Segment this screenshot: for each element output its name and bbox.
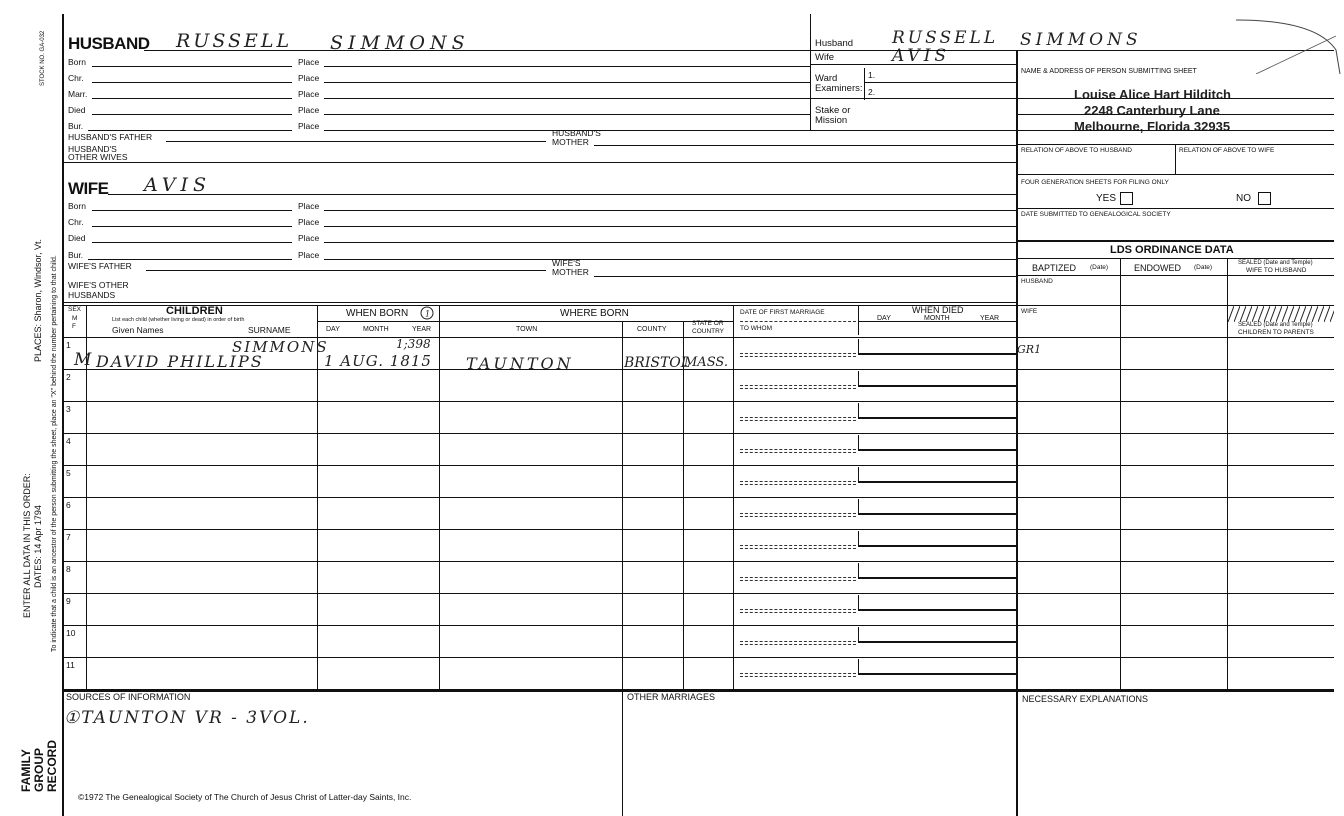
submitter-label: NAME & ADDRESS OF PERSON SUBMITTING SHEET	[1021, 68, 1197, 75]
enter-data-note: ENTER ALL DATA IN THIS ORDER:	[22, 473, 32, 618]
wife-died-place-label: Place	[298, 233, 320, 243]
county-left	[622, 321, 623, 690]
when-died-cell	[858, 595, 1017, 611]
other-husbands-label-1: WIFE'S OTHER	[68, 280, 129, 290]
wife-section-end	[62, 302, 1016, 303]
wife-bur-label: Bur.	[68, 250, 84, 260]
to-whom-label: TO WHOM	[740, 325, 773, 332]
wife-chr-line	[92, 226, 292, 227]
footer-divider	[622, 690, 623, 816]
when-died-cell	[858, 627, 1017, 643]
row-number-4: 4	[66, 436, 71, 446]
hdr-husband-first: RUSSELL	[892, 28, 999, 48]
town-label: TOWN	[516, 326, 538, 333]
row-number-7: 7	[66, 532, 71, 542]
wife-born-place-label: Place	[298, 201, 320, 211]
sex-m: M	[72, 315, 78, 322]
child-row-line	[62, 433, 1334, 434]
when-died-cell	[858, 371, 1017, 387]
husband-bur-label: Bur.	[68, 121, 84, 131]
no-label: NO	[1236, 193, 1251, 204]
submitter-line-3: Melbourne, Florida 32935	[1074, 119, 1231, 134]
date-submitted-label: DATE SUBMITTED TO GENEALOGICAL SOCIETY	[1021, 211, 1171, 218]
husband-born-place-label: Place	[298, 57, 320, 67]
sources-label: SOURCES OF INFORMATION	[66, 692, 191, 702]
child-row-line	[62, 657, 1334, 658]
hdr-husband-surname: SIMMONS	[1020, 30, 1142, 50]
relation-divider	[1175, 144, 1176, 174]
husband-chr-place-label: Place	[298, 73, 320, 83]
husband-died-place-label: Place	[298, 105, 320, 115]
hdr-husband-label: Husband	[815, 38, 854, 49]
child1-surname: SIMMONS	[232, 338, 329, 356]
examiner-2-line	[810, 98, 1016, 99]
examiner-1: 1.	[868, 70, 876, 80]
stake-label: Stake or	[815, 105, 851, 116]
husbands-mother-line	[594, 145, 1016, 146]
lds-title: LDS ORDINANCE DATA	[1110, 244, 1234, 256]
lds-title-line	[1016, 258, 1334, 259]
husband-died-label: Died	[68, 105, 86, 115]
wife-born-line	[92, 210, 292, 211]
child-row-line	[62, 561, 1334, 562]
hatched-area	[1228, 306, 1334, 322]
child-row-line	[62, 401, 1334, 402]
row-number-2: 2	[66, 372, 71, 382]
necessary-explanations-label: NECESSARY EXPLANATIONS	[1022, 694, 1149, 704]
hdr-wife-line	[810, 64, 1016, 65]
row-number-10: 10	[66, 628, 76, 638]
left-border	[62, 14, 64, 816]
child-row-line	[62, 465, 1334, 466]
when-died-cell	[858, 531, 1017, 547]
husband-bur-place-line	[324, 130, 1016, 131]
where-born-label: WHERE BORN	[560, 308, 629, 319]
where-born-sub-line	[439, 321, 733, 322]
child1-ref: 1;398	[396, 337, 431, 351]
endowed-label: ENDOWED	[1134, 263, 1181, 273]
examiners-label: Examiners:	[815, 83, 863, 94]
marriage-dash	[740, 513, 856, 514]
husband-chr-label: Chr.	[68, 73, 84, 83]
examiner-2: 2.	[868, 87, 876, 97]
group-label: GROUP	[32, 747, 46, 792]
hdr-wife-label: Wife	[815, 52, 834, 63]
endowed-date-label: (Date)	[1194, 264, 1213, 271]
wifes-mother-label-1: WIFE'S	[552, 258, 581, 268]
wife-born-label: Born	[68, 201, 86, 211]
given-names-label: Given Names	[112, 325, 164, 335]
husband-marr-place-label: Place	[298, 89, 320, 99]
record-label: RECORD	[45, 739, 59, 792]
child1-sex: M	[74, 350, 92, 370]
when-died-line	[858, 321, 1016, 322]
when-born-label: WHEN BORN	[346, 308, 409, 319]
no-checkbox[interactable]	[1258, 192, 1271, 205]
county-label: COUNTY	[637, 326, 667, 333]
submitter-line-2: 2248 Canterbury Lane	[1084, 103, 1220, 118]
when-died-label: WHEN DIED	[912, 305, 964, 315]
ancestor-note: To indicate that a child is an ancestor of the person submitting the sheet, place an "X" behind the number pertaining to that child.	[51, 255, 58, 652]
marriage-dash	[740, 353, 856, 354]
other-wives-label-1: HUSBAND'S	[68, 144, 117, 154]
row-number-5: 5	[66, 468, 71, 478]
marriage-dash	[740, 516, 856, 517]
when-died-cell	[858, 467, 1017, 483]
husband-died-place-line	[324, 114, 810, 115]
submitter-rule-1	[1016, 98, 1334, 99]
husband-died-line	[92, 114, 292, 115]
husband-marr-label: Marr.	[68, 89, 88, 99]
wife-bur-place-line	[324, 259, 1016, 260]
row-number-3: 3	[66, 404, 71, 414]
four-gen-label: FOUR GENERATION SHEETS FOR FILING ONLY	[1021, 179, 1169, 186]
row-number-8: 8	[66, 564, 71, 574]
marriage-dash	[740, 644, 856, 645]
husbands-mother-label-2: MOTHER	[552, 137, 589, 147]
wife-bur-line	[88, 259, 292, 260]
examiners-divider	[864, 68, 865, 100]
yes-label: YES	[1096, 193, 1117, 204]
first-marriage-dash	[740, 321, 856, 322]
wifes-mother-label-2: MOTHER	[552, 267, 589, 277]
circled-1-icon	[419, 305, 435, 321]
marriage-dash	[740, 385, 856, 386]
husbands-father-label: HUSBAND'S FATHER	[68, 132, 153, 142]
wife-heading: WIFE	[68, 179, 109, 198]
husband-marr-place-line	[324, 98, 810, 99]
examiner-1-line	[864, 82, 1016, 83]
first-marriage-label: DATE OF FIRST MARRIAGE	[740, 309, 825, 316]
husband-surname: SIMMONS	[330, 32, 470, 54]
marriage-dash	[740, 481, 856, 482]
child1-born: 1 AUG. 1815	[324, 352, 432, 370]
four-gen-end	[1016, 208, 1334, 209]
born-year-label: YEAR	[412, 326, 432, 333]
child-row-line	[62, 625, 1334, 626]
submitter-rule-2	[1016, 114, 1334, 115]
marriage-dash	[740, 673, 856, 674]
wife-name: AVIS	[144, 174, 212, 196]
hdr-wife-name: AVIS	[892, 46, 951, 66]
husband-born-place-line	[324, 66, 810, 67]
family-label: FAMILY	[19, 749, 33, 792]
marriage-dash	[740, 580, 856, 581]
wife-died-label: Died	[68, 233, 86, 243]
sealed-children-label-1: SEALED (Date and Temple)	[1238, 322, 1313, 328]
wife-name-line	[108, 194, 1016, 195]
copyright: ©1972 The Genealogical Society of The Church of Jesus Christ of Latter-day Saints, Inc.	[78, 792, 412, 802]
state-label-2: COUNTRY	[692, 328, 725, 335]
wife-chr-label: Chr.	[68, 217, 84, 227]
source-1: ①TAUNTON VR - 3VOL.	[64, 708, 310, 728]
husband-born-label: Born	[68, 57, 86, 67]
sex-f: F	[72, 323, 76, 330]
husbands-father-line	[166, 141, 546, 142]
child1-town: TAUNTON	[466, 354, 574, 373]
child1-county: BRISTOL	[624, 355, 691, 371]
marriage-dash	[740, 548, 856, 549]
marriage-dash	[740, 545, 856, 546]
marriage-dash	[740, 449, 856, 450]
row-number-6: 6	[66, 500, 71, 510]
ward-label: Ward	[815, 73, 838, 84]
wifes-father-label: WIFE'S FATHER	[68, 261, 132, 271]
when-died-cell	[858, 499, 1017, 515]
child-row-line	[62, 593, 1334, 594]
marriage-dash	[740, 420, 856, 421]
wife-died-place-line	[324, 242, 1016, 243]
husband-section-end	[62, 162, 1016, 163]
surname-label: SURNAME	[248, 325, 291, 335]
wifes-mother-line	[594, 276, 1016, 277]
sealed-wife-label-2: WIFE TO HUSBAND	[1246, 267, 1307, 274]
died-day-label: DAY	[877, 315, 891, 322]
wife-died-line	[92, 242, 292, 243]
row-number-11: 11	[66, 660, 75, 670]
lds-husband-label: HUSBAND	[1021, 278, 1053, 285]
page-curl	[1236, 14, 1344, 74]
sex-label: SEX	[68, 306, 82, 313]
husband-chr-place-line	[324, 82, 810, 83]
baptized-label: BAPTIZED	[1032, 263, 1077, 273]
submitter-line-1: Louise Alice Hart Hilditch	[1074, 87, 1231, 102]
husband-born-line	[92, 66, 292, 67]
child1-baptized: GR1	[1017, 343, 1042, 356]
state-label-1: STATE OR	[692, 320, 724, 327]
wifes-father-line	[146, 270, 546, 271]
submitter-rule-3	[1016, 130, 1334, 131]
child-row-line	[62, 529, 1334, 530]
marriage-dash	[740, 388, 856, 389]
marriage-dash	[740, 612, 856, 613]
other-husbands-label-2: HUSBANDS	[68, 290, 116, 300]
relation-end	[1016, 174, 1334, 175]
row-number-1: 1	[66, 340, 71, 350]
dates-note: DATES: 14 Apr 1794	[33, 505, 43, 588]
list-note: List each child (whether living or dead) in order of birth	[112, 317, 245, 323]
when-died-left	[858, 305, 859, 335]
mission-label: Mission	[815, 115, 848, 126]
lds-header-end	[1016, 275, 1334, 276]
header-divider	[810, 14, 811, 130]
when-died-cell	[858, 403, 1017, 419]
marriage-dash	[740, 641, 856, 642]
marriage-dash	[740, 452, 856, 453]
husbands-mother-label-1: HUSBAND'S	[552, 128, 601, 138]
died-month-label: MONTH	[924, 315, 950, 322]
wife-chr-place-label: Place	[298, 217, 320, 227]
date-submitted-end	[1016, 240, 1334, 242]
child1-state: MASS.	[684, 355, 728, 370]
marriage-dash	[740, 417, 856, 418]
born-day-label: DAY	[326, 326, 340, 333]
other-wives-label-2: OTHER WIVES	[68, 152, 128, 162]
other-marriages-label: OTHER MARRIAGES	[627, 692, 716, 702]
child1-given: DAVID PHILLIPS	[96, 352, 264, 371]
yes-checkbox[interactable]	[1120, 192, 1133, 205]
wife-chr-place-line	[324, 226, 1016, 227]
children-heading: CHILDREN	[166, 305, 223, 317]
husband-heading: HUSBAND	[68, 34, 150, 53]
state-left	[683, 321, 684, 690]
child-row-line	[62, 497, 1334, 498]
husband-bur-line	[88, 130, 292, 131]
svg-text:1: 1	[425, 309, 431, 319]
husband-bur-place-label: Place	[298, 121, 320, 131]
relation-husband-label: RELATION OF ABOVE TO HUSBAND	[1021, 147, 1132, 154]
sealed-wife-label-1: SEALED (Date and Temple)	[1238, 260, 1313, 266]
marriage-dash	[740, 577, 856, 578]
lds-wife-label: WIFE	[1021, 308, 1038, 315]
when-died-cell	[858, 435, 1017, 451]
died-year-label: YEAR	[980, 315, 1000, 322]
husband-chr-line	[92, 82, 292, 83]
when-died-cell	[858, 563, 1017, 579]
places-note: PLACES: Sharon, Windsor, Vt.	[33, 238, 43, 362]
born-month-label: MONTH	[363, 326, 389, 333]
baptized-date-label: (Date)	[1090, 264, 1109, 271]
relation-wife-label: RELATION OF ABOVE TO WIFE	[1179, 147, 1275, 154]
wife-born-place-line	[324, 210, 1016, 211]
marriage-dash	[740, 676, 856, 677]
marriage-dash	[740, 356, 856, 357]
sealed-children-label-2: CHILDREN TO PARENTS	[1238, 329, 1314, 336]
wife-bur-place-label: Place	[298, 250, 320, 260]
when-died-cell	[858, 339, 1017, 355]
husband-marr-line	[92, 98, 292, 99]
when-born-sub-line	[317, 321, 439, 322]
marriage-dash	[740, 484, 856, 485]
marriage-dash	[740, 609, 856, 610]
row-number-9: 9	[66, 596, 71, 606]
when-died-cell	[858, 659, 1017, 675]
husband-first-name: RUSSELL	[176, 30, 293, 52]
stock-number: STOCK NO. GA-032	[40, 30, 46, 86]
